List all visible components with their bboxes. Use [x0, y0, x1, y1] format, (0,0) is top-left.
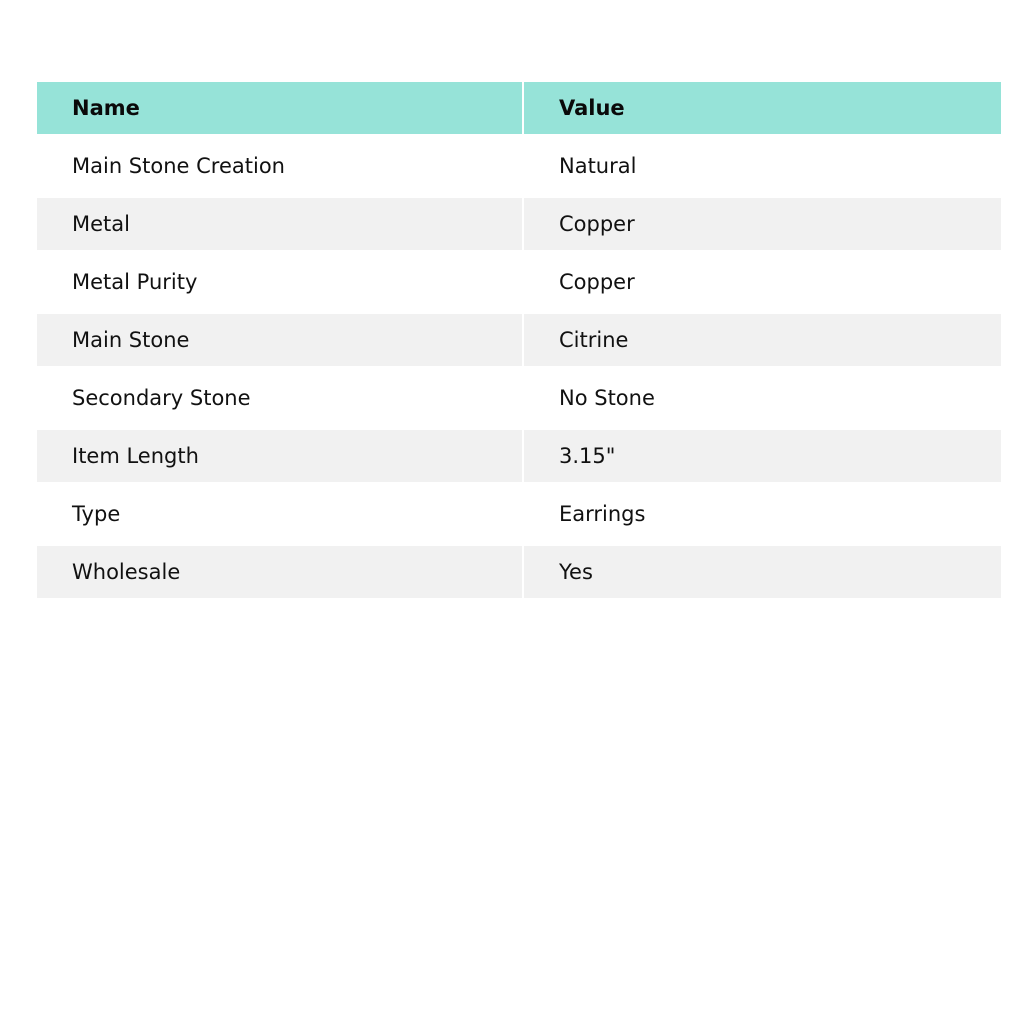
header-row	[37, 82, 1001, 134]
row-name-cell: Metal Purity	[37, 250, 523, 314]
row-name-cell: Type	[37, 482, 523, 546]
table-row	[37, 366, 1001, 430]
column-header-name: Name	[37, 82, 523, 134]
row-value-cell: Earrings	[523, 482, 1001, 546]
table-row	[37, 198, 1001, 250]
row-name-cell: Metal	[37, 198, 523, 250]
row-value-cell: Copper	[523, 198, 1001, 250]
table-row	[37, 546, 1001, 598]
table-row	[37, 482, 1001, 546]
row-value-cell: Citrine	[523, 314, 1001, 366]
table-header	[37, 82, 1001, 134]
row-name-cell: Wholesale	[37, 546, 523, 598]
row-value-cell: No Stone	[523, 366, 1001, 430]
spec-table	[37, 82, 1001, 598]
row-value-cell: Natural	[523, 134, 1001, 198]
table-row	[37, 134, 1001, 198]
table-row	[37, 314, 1001, 366]
table-row	[37, 430, 1001, 482]
row-name-cell: Item Length	[37, 430, 523, 482]
row-name-cell: Secondary Stone	[37, 366, 523, 430]
row-value-cell: Copper	[523, 250, 1001, 314]
column-header-value: Value	[523, 82, 1001, 134]
table-row	[37, 250, 1001, 314]
row-name-cell: Main Stone Creation	[37, 134, 523, 198]
row-value-cell: Yes	[523, 546, 1001, 598]
table-body	[37, 134, 1001, 598]
row-value-cell: 3.15"	[523, 430, 1001, 482]
row-name-cell: Main Stone	[37, 314, 523, 366]
